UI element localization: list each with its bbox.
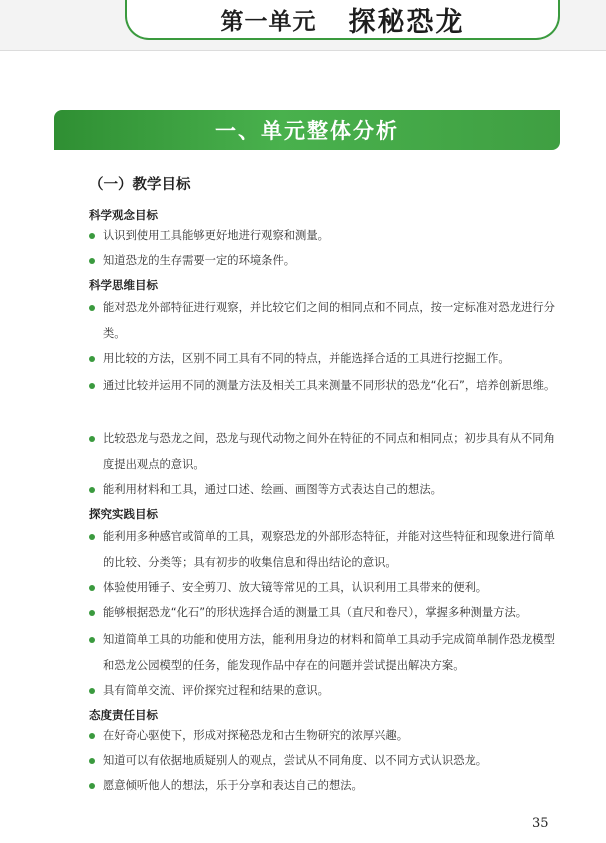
list-item: 通过比较并运用不同的测量方法及相关工具来测量不同形状的恐龙“化石”，培养创新思维。 <box>89 373 559 426</box>
group-heading-science-thinking: 科学思维目标 <box>89 278 158 292</box>
bullet-icon <box>89 356 95 362</box>
bullet-icon <box>89 783 95 789</box>
list-item: 认识到使用工具能够更好地进行观察和测量。 <box>89 225 559 250</box>
teaching-objectives <box>89 173 559 800</box>
unit-title: 探秘恐龙 <box>348 6 465 38</box>
bullet-icon <box>89 436 95 442</box>
list-item: 具有简单交流、评价探究过程和结果的意识。 <box>89 680 559 705</box>
bullet-icon <box>89 610 95 616</box>
section-banner <box>54 110 560 150</box>
list-item: 能利用多种感官或简单的工具，观察恐龙的外部形态特征，并能对这些特征和现象进行简单的比较、分类等；具有初步的收集信息和得出结论的意识。 <box>89 524 559 577</box>
list-item: 在好奇心驱使下，形成对探秘恐龙和古生物研究的浓厚兴趣。 <box>89 725 559 750</box>
section-title: 一、单元整体分析 <box>215 119 399 143</box>
group-heading-science-concept: 科学观念目标 <box>89 208 158 222</box>
list-item: 能利用材料和工具，通过口述、绘画、画图等方式表达自己的想法。 <box>89 479 559 504</box>
list-item: 比较恐龙与恐龙之间，恐龙与现代动物之间外在特征的不同点和相同点；初步具有从不同角度提出观点的意识。 <box>89 426 559 479</box>
bullet-icon <box>89 733 95 739</box>
group-heading-inquiry-practice: 探究实践目标 <box>89 507 158 521</box>
bullet-icon <box>89 688 95 694</box>
list-item: 体验使用锤子、安全剪刀、放大镜等常见的工具，认识利用工具带来的便利。 <box>89 577 559 602</box>
bullet-icon <box>89 258 95 264</box>
bullet-icon <box>89 383 95 389</box>
list-item: 愿意倾听他人的想法，乐于分享和表达自己的想法。 <box>89 775 559 800</box>
bullet-icon <box>89 585 95 591</box>
list-item: 知道恐龙的生存需要一定的环境条件。 <box>89 250 559 275</box>
unit-label: 第一单元 <box>220 7 317 35</box>
list-item: 用比较的方法，区别不同工具有不同的特点，并能选择合适的工具进行挖掘工作。 <box>89 348 559 373</box>
group-heading-attitude-responsibility: 态度责任目标 <box>89 708 158 722</box>
unit-header <box>125 0 560 40</box>
bullet-icon <box>89 758 95 764</box>
list-item: 知道简单工具的功能和使用方法，能利用身边的材料和简单工具动手完成简单制作恐龙模型和恐龙公园模型的任务，能发现作品中存在的问题并尝试提出解决方案。 <box>89 627 559 680</box>
page-number: 35 <box>532 816 549 831</box>
subsection-title: （一）教学目标 <box>89 177 191 193</box>
bullet-icon <box>89 305 95 311</box>
bullet-icon <box>89 233 95 239</box>
bullet-icon <box>89 487 95 493</box>
list-item: 能够根据恐龙“化石”的形状选择合适的测量工具（直尺和卷尺），掌握多种测量方法。 <box>89 602 559 627</box>
bullet-icon <box>89 637 95 643</box>
bullet-icon <box>89 534 95 540</box>
list-item: 能对恐龙外部特征进行观察，并比较它们之间的相同点和不同点，按一定标准对恐龙进行分类。 <box>89 295 559 348</box>
list-item: 知道可以有依据地质疑别人的观点，尝试从不同角度、以不同方式认识恐龙。 <box>89 750 559 775</box>
